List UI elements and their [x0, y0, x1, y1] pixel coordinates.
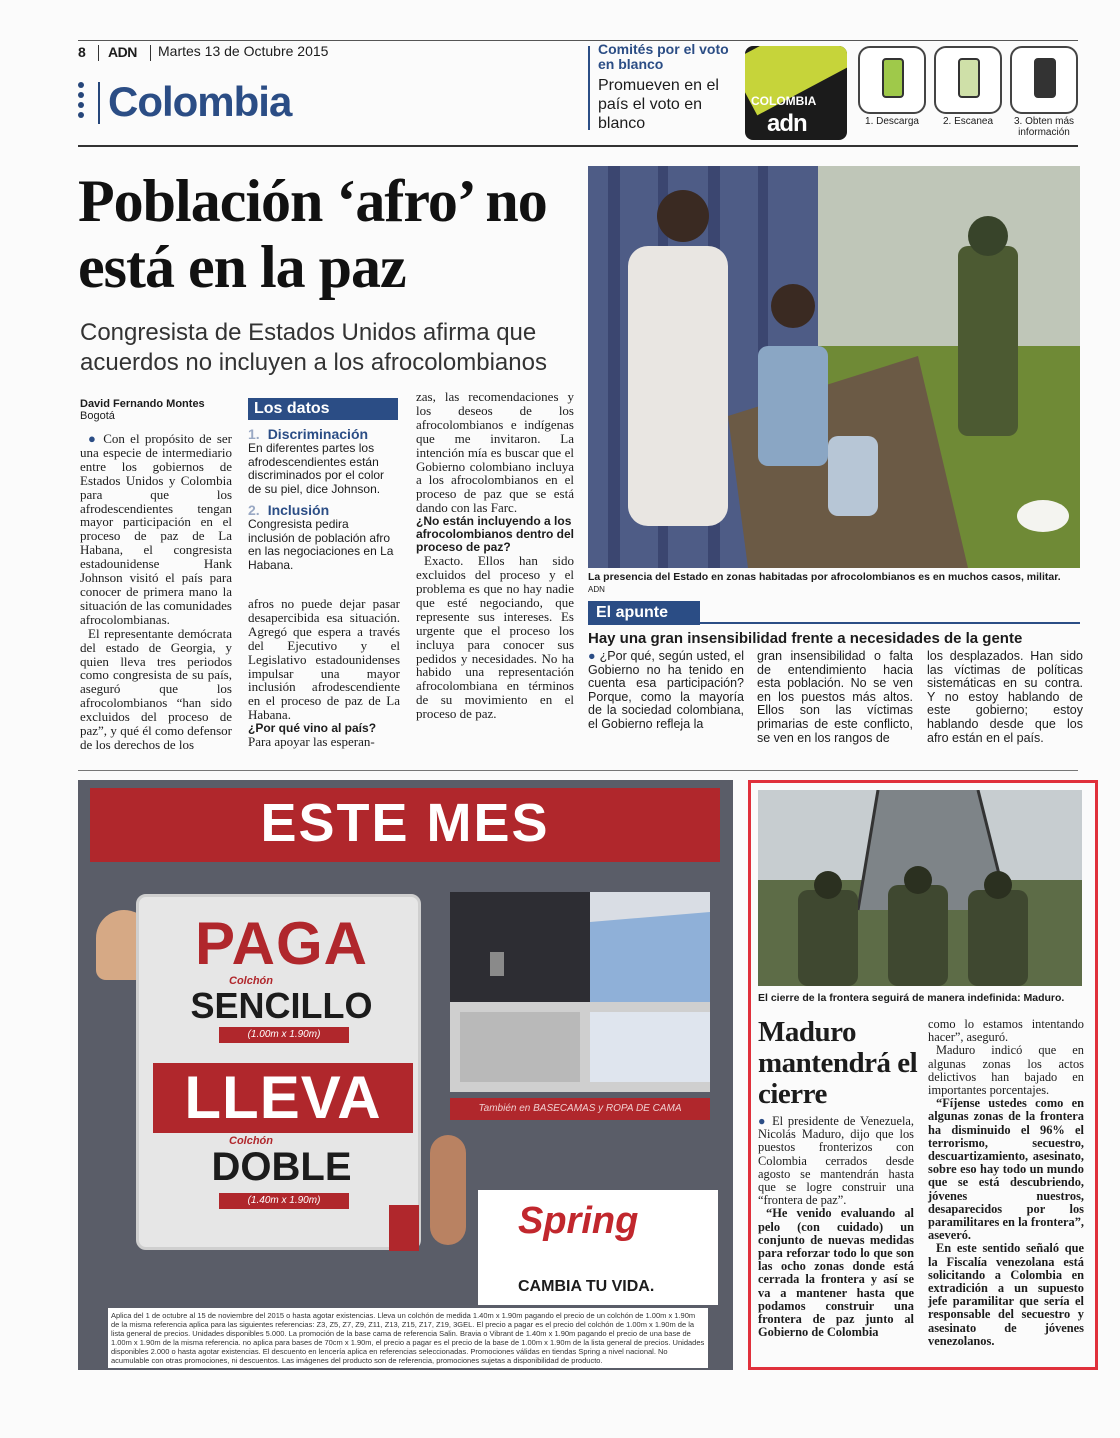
- ad-fine-print: Aplica del 1 de octubre al 15 de noviembre del 2015 o hasta agotar existencias. Lleva un colchón de medida 1.40m x 1.90m pagando el precio de un colchón de 1.00m x 1.90m de la misma referencia aplica para las siguientes referencias: Z3, Z5, Z7, Z9, Z11, Z13, Z15, Z17, Z19, 3GEL. El precio a pagar es el precio del colchón de 1.00m x 1.90m de la lista general de precios. Unidades disponibles 5.000. La promoción de la base cama de referencia Salin. Bravia o Vibrant de 1.40m x 1.90m pagando el precio de una base de 1.00m x 1.90m de la misma referencia. no aplica para bases de 70cm x 1.90m, el precio a pagar es el precio de la base de 1.00m x 1.90m de la lista general de precios. Unidades disponibles 2.000 o hasta agotar existencias. El descuento en lencería aplica en referencias seleccionadas. Promociones válidas en tiendas Spring a nivel nacional. No acumulable con otras promociones, ni descuentos. Las imágenes del producto son de referencia, promociones sujetas a disponibilidad de producto.: [108, 1308, 708, 1368]
- spring-label-icon: [389, 1205, 419, 1251]
- article-deck: Congresista de Estados Unidos afirma que acuerdos no incluyen a los afrocolombianos: [80, 319, 547, 376]
- paragraph: Exacto. Ellos han sido excluidos del proceso y el problema es que no hay nadie que esté negociando, que represente sus intereses. Es urgente que el proceso los incluya para conocer sus pedidos y necesidades. No ha habido una representación afrocolombiana en términos de su movimiento en el proceso de paz.: [416, 553, 574, 722]
- ad-sencillo: SENCILLO: [190, 985, 373, 1026]
- apunte-column-2: gran insensibilidad o falta de entendimiento hacia esta población. No se ven en los puestos más altos. Ellos son las víctimas primarias de este conflicto, se ven en los rangos de: [757, 649, 913, 745]
- step-label: 1. Descarga: [865, 116, 919, 127]
- badge-section: COLOMBIA: [751, 94, 817, 108]
- ad-paga: PAGA: [195, 910, 368, 977]
- promo-bar: [588, 46, 590, 130]
- step-label: 3. Obten más información: [1013, 116, 1075, 138]
- step-label: 2. Escanea: [942, 116, 994, 127]
- ad-kids-image: [430, 1135, 466, 1245]
- spring-advertisement[interactable]: [78, 780, 733, 1370]
- bullet-icon: ●: [758, 1114, 773, 1128]
- ad-doble: DOBLE: [211, 1145, 352, 1189]
- apunte-column-1: ● ¿Por qué, según usted, el Gobierno no ha tenido en cuenta esa participación? Porque, como la mayoría de la sociedad colombiana, el Gobierno refleja la: [588, 649, 744, 731]
- ad-also-text: También en BASECAMAS y ROPA DE CAMA: [450, 1098, 710, 1120]
- dato-heading: 2. Inclusión: [248, 502, 330, 518]
- ad-banner-text: ESTE MES: [260, 793, 550, 853]
- paragraph: El representante demócrata del estado de Georgia, y quien lleva tres periodos como congresista de su país, aseguró que los afrocolombianos “han sido excluidos del proceso de paz”, y qué él como defensor de los derechos de los: [80, 625, 232, 752]
- brand-name: ADN: [108, 44, 137, 60]
- article-photo: [588, 166, 1080, 568]
- maduro-column-1: ● El presidente de Venezuela, Nicolás Maduro, dijo que los puestos fronterizos con Colombia cerrados desde agosto se mantendrán hasta que se logre construir una “frontera de paz”. “He venido evaluando al pelo (con cuidado) un conjunto de nuevas medidas para reforzar todo lo que son las ocho zonas donde está cerrada la frontera y así se va a mantener hasta que podamos construir una frontera de paz junto al Gobierno de Colombia: [758, 1114, 914, 1340]
- apunte-title: El apunte: [588, 601, 700, 625]
- ad-colchon: Colchón: [229, 975, 273, 987]
- article-column-2: [248, 597, 400, 749]
- dato-body: Congresista pedira inclusión de población afro en las negociaciones en La Habana.: [248, 517, 394, 572]
- article-column-1: [80, 432, 232, 752]
- ad-size: (1.00m x 1.90m): [219, 1027, 349, 1043]
- top-rule: [78, 40, 1078, 41]
- separator: [98, 45, 99, 61]
- header-rule: [78, 145, 1078, 147]
- issue-date: Martes 13 de Octubre 2015: [158, 43, 329, 59]
- apunte-rule: [700, 622, 1080, 624]
- ad-tagline: CAMBIA TU VIDA.: [518, 1278, 655, 1295]
- interview-question: ¿Por qué vino al país?: [248, 721, 377, 736]
- article-headline: Población ‘afro’ no está en la paz: [78, 168, 547, 300]
- maduro-headline: Maduro mantendrá el cierre: [758, 1016, 918, 1110]
- bedroom-image: [450, 892, 710, 1092]
- mid-rule: [78, 770, 1078, 771]
- download-phone-icon: [858, 46, 926, 114]
- photo-caption: La presencia del Estado en zonas habitadas por afrocolombianos es en muchos casos, militar. ADN: [588, 571, 1061, 594]
- bullet-icon: ●: [588, 649, 600, 663]
- paragraph: zas, las recomendaciones y los deseos de los afrocolombianos e indígenas que me invitaron. La intención mía es buscar que el Gobierno colombiano incluya a los afrocolombianos en el proceso de paz que se está dando con las Farc.: [416, 389, 574, 516]
- border-photo: [758, 790, 1082, 986]
- adn-app-badge: [745, 46, 847, 140]
- section-title: Colombia: [108, 78, 292, 125]
- interview-question: ¿No están incluyendo a los afrocolombianos dentro del proceso de paz?: [416, 514, 575, 555]
- maduro-column-2: como lo estamos intentando hacer”, aseguró. Maduro indicó que en algunas zonas los actos delictivos han bajado en importantes porcentajes. “Fíjense ustedes como en algunas zonas de la frontera ha disminuido el 96% el terrorismo, secuestro, descuartizamiento, asesinato, sobre eso hay todo un mundo que se está descubriendo, jóvenes nuestros, desaparecidos por los paramilitares en la frontera”, aseveró. En este sentido señaló que la Fiscalía venezolana está solicitando a Colombia en extradición a un supuesto jefe paramilitar que sería el responsable del secuestro y asesinato de jóvenes venezolanos.: [928, 1017, 1084, 1348]
- mattress-image: [136, 894, 421, 1250]
- datos-title: Los datos: [248, 398, 398, 420]
- dato-heading: 1. Discriminación: [248, 426, 369, 442]
- section-dots-icon: [78, 82, 88, 122]
- photo-caption: El cierre de la frontera seguirá de manera indefinida: Maduro.: [758, 992, 1065, 1004]
- spring-logo: Spring: [518, 1200, 639, 1242]
- promo-text[interactable]: Promueven en el país el voto en blanco: [598, 77, 719, 132]
- paragraph: Con el propósito de ser una especie de intermediario entre los gobiernos de Estados Unidos y Colombia para que los afrodescendientes tengan mayor participación en el proceso de paz de La Habana, el congresista estadounidense Hank Johnson visitó el país para conocer de primera mano la situación de las comunidades afrocolombianas.: [80, 431, 232, 627]
- ad-colchon: Colchón: [229, 1135, 273, 1147]
- dato-body: En diferentes partes los afrodescendientes están discriminados por el color de su piel, dice Johnson.: [248, 441, 385, 496]
- ad-lleva: LLEVA: [153, 1063, 413, 1133]
- page-number: 8: [78, 44, 86, 60]
- badge-brand: adn: [767, 110, 807, 137]
- paragraph: Para apoyar las esperan-: [248, 734, 375, 750]
- datos-sidebar: [248, 398, 398, 572]
- photo-credit: ADN: [588, 585, 605, 594]
- paragraph: afros no puede dejar pasar desapercibida esa situación. Agregó que espera a través del Ejecutivo y el Legislativo estadounidenses impulsar una mayor inclusión afrodescendiente en el proceso de paz de La Habana.: [248, 596, 400, 723]
- promo-kicker[interactable]: Comités por el voto en blanco: [598, 41, 729, 72]
- article-column-3: [416, 390, 574, 721]
- ad-banner: [90, 788, 720, 862]
- section-bar: [98, 82, 100, 124]
- byline-author: David Fernando Montes: [80, 398, 205, 410]
- bullet-icon: ●: [88, 431, 104, 446]
- info-phone-icon: [1010, 46, 1078, 114]
- ad-size: (1.40m x 1.90m): [219, 1193, 349, 1209]
- scan-phone-icon: [934, 46, 1002, 114]
- apunte-column-3: los desplazados. Han sido las víctimas de políticas sistemáticas en su contra. Y no estoy hablando de este gobierno; estoy hablando desde que los afro están en el país.: [927, 649, 1083, 745]
- byline-city: Bogotá: [80, 410, 115, 422]
- apunte-headline: Hay una gran insensibilidad frente a necesidades de la gente: [588, 630, 1023, 647]
- separator: [150, 45, 151, 61]
